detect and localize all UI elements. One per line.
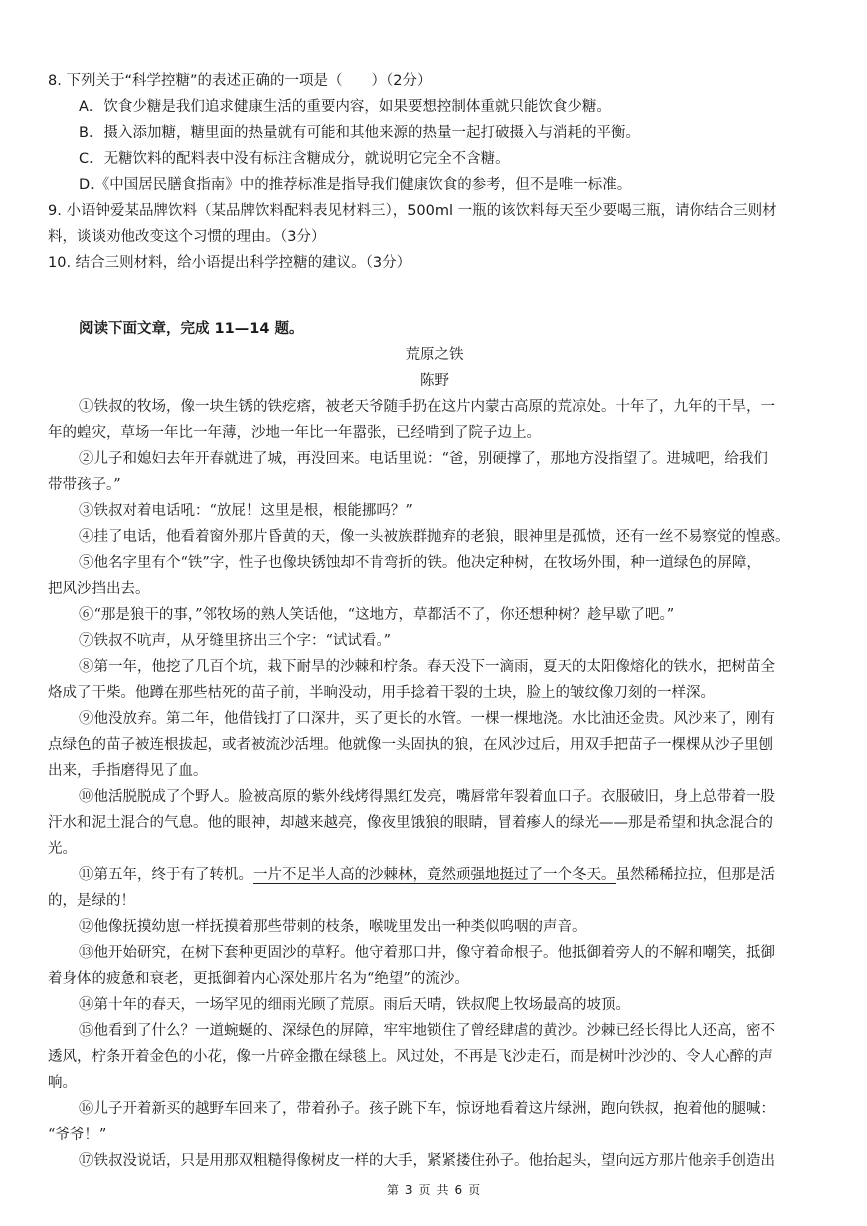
paragraph-10-line-3: 光。	[48, 841, 77, 857]
paragraph-10-line-2: 汗水和泥土混合的气息。他的眼神，却越来越亮，像夜里饿狼的眼睛，冒着瘆人的绿光——那是希望和执念混合的	[48, 815, 773, 831]
question-8-option-a: A．饮食少糖是我们追求健康生活的重要内容，如果要想控制体重就只能饮食少糖。	[79, 99, 611, 115]
paragraph-8-line-2: 烙成了干柴。他蹲在那些枯死的苗子前，半晌没动，用手捻着干裂的土块，脸上的皱纹像刀刻的一样深。	[48, 685, 715, 701]
question-8-option-c: C．无糖饮料的配料表中没有标注含糖成分，就说明它完全不含糖。	[79, 151, 510, 167]
paragraph-17: ⑰铁叔没说话，只是用那双粗糙得像树皮一样的大手，紧紧搂住孙子。他抬起头，望向远方那片他亲手创造出	[79, 1153, 775, 1169]
footer-total-pages: 6	[454, 1183, 463, 1197]
paragraph-14: ⑭第十年的春天，一场罕见的细雨光顾了荒原。雨后天晴，铁叔爬上牧场最高的坡顶。	[79, 997, 630, 1013]
paragraph-8-line-1: ⑧第一年，他挖了几百个坑，栽下耐旱的沙棘和柠条。春天没下一滴雨，夏天的太阳像熔化的铁水，把树苗全	[79, 659, 775, 675]
paragraph-9-line-2: 点绿色的苗子被连根拔起，或者被流沙活埋。他就像一头固执的狼，在风沙过后，用双手把苗子一棵棵从沙子里刨	[48, 737, 773, 753]
paragraph-11-line-2: 的，是绿的！	[48, 893, 135, 909]
paragraph-11-lead: ⑪第五年，终于有了转机。	[79, 867, 253, 883]
paragraph-7: ⑦铁叔不吭声，从牙缝里挤出三个字：“试试看。”	[79, 633, 392, 649]
question-8-option-b: B．摄入添加糖，糖里面的热量就有可能和其他来源的热量一起打破摄入与消耗的平衡。	[79, 125, 640, 141]
paragraph-16-line-1: ⑯儿子开着新买的越野车回来了，带着孙子。孩子跳下车，惊讶地看着这片绿洲，跑向铁叔，抱着他的腿喊：	[79, 1101, 775, 1117]
article-body	[48, 394, 821, 1174]
question-9-line-1: 9. 小语钟爱某品牌饮料（某品牌饮料配料表见材料三），500ml 一瓶的该饮料每天至少要喝三瓶，请你结合三则材	[48, 203, 777, 219]
paragraph-2-line-1: ②儿子和媳妇去年开春就进了城，再没回来。电话里说：“爸，别硬撑了，那地方没指望了。进城吧，给我们	[79, 451, 768, 467]
page-footer	[0, 1181, 867, 1198]
footer-suffix: 页	[468, 1183, 481, 1197]
paragraph-4: ④挂了电话，他看着窗外那片昏黄的天，像一头被族群抛弃的老狼，眼神里是孤愤，还有一丝不易察觉的惶惑。	[79, 529, 790, 545]
question-8-stem: 8. 下列关于“科学控糖”的表述正确的一项是（ ）（2分）	[48, 73, 432, 89]
question-8-option-d: D.《中国居民膳食指南》中的推荐标准是指导我们健康饮食的参考，但不是唯一标准。	[79, 177, 632, 193]
paragraph-2-line-2: 带带孩子。”	[48, 477, 121, 493]
paragraph-15-line-3: 响。	[48, 1075, 77, 1091]
reading-instruction: 阅读下面文章，完成 11—14 题。	[79, 321, 304, 337]
paragraph-3: ③铁叔对着电话吼：“放屁！这里是根，根能挪吗？”	[79, 503, 413, 519]
paragraph-16-line-2: “爷爷！”	[48, 1127, 107, 1143]
paragraph-15-line-2: 透风，柠条开着金色的小花，像一片碎金撒在绿毯上。风过处，不再是飞沙走石，而是树叶沙沙的、令人心醉的声	[48, 1049, 773, 1065]
footer-total-word: 共	[436, 1183, 449, 1197]
underlined-sentence: 一片不足半人高的沙棘林，竟然顽强地挺过了一个冬天。	[253, 867, 616, 883]
paragraph-11-tail: 虽然稀稀拉拉，但那是活	[615, 867, 775, 883]
paragraph-9-line-1: ⑨他没放弃。第二年，他借钱打了口深井，买了更长的水管。一棵一棵地浇。水比油还金贵。风沙来了，刚有	[79, 711, 775, 727]
question-10: 10. 结合三则材料，给小语提出科学控糖的建议。（3分）	[48, 255, 412, 271]
paragraph-13-line-1: ⑬他开始研究，在树下套种更固沙的草籽。他守着那口井，像守着命根子。他抵御着旁人的不解和嘲笑，抵御	[79, 945, 775, 961]
paragraph-6: ⑥“那是狼干的事，”邻牧场的熟人笑话他，“这地方，草都活不了，你还想种树？趁早歇了吧。”	[79, 607, 675, 623]
paragraph-11-line-1	[48, 862, 821, 888]
paragraph-1-line-2: 年的蝗灾，草场一年比一年薄，沙地一年比一年嚣张，已经啃到了院子边上。	[48, 425, 541, 441]
footer-current-page: 3	[404, 1183, 413, 1197]
paragraph-1-line-1: ①铁叔的牧场，像一块生锈的铁疙瘩，被老天爷随手扔在这片内蒙古高原的荒凉处。十年了，九年的干旱，一	[79, 399, 775, 415]
paragraph-13-line-2: 着身体的疲惫和衰老，更抵御着内心深处那片名为“绝望”的流沙。	[48, 971, 469, 987]
article-author: 陈野	[420, 373, 449, 389]
question-9-line-2: 料，谈谈劝他改变这个习惯的理由。（3分）	[48, 229, 326, 245]
paragraph-5-line-2: 把风沙挡出去。	[48, 581, 150, 597]
footer-page-word: 页	[418, 1183, 431, 1197]
paragraph-15-line-1: ⑮他看到了什么？一道蜿蜒的、深绿色的屏障，牢牢地锁住了曾经肆虐的黄沙。沙棘已经长得比人还高，密不	[79, 1023, 775, 1039]
paragraph-5-line-1: ⑤他名字里有个“铁”字，性子也像块锈蚀却不肯弯折的铁。他决定种树，在牧场外围，种一道绿色的屏障，	[79, 555, 761, 571]
article-title: 荒原之铁	[405, 347, 464, 363]
paragraph-12: ⑫他像抚摸幼崽一样抚摸着那些带刺的枝条，喉咙里发出一种类似呜咽的声音。	[79, 919, 587, 935]
paragraph-10-line-1: ⑩他活脱脱成了个野人。脸被高原的紫外线烤得黑红发亮，嘴唇常年裂着血口子。衣服破旧，身上总带着一股	[79, 789, 775, 805]
paragraph-9-line-3: 出来，手指磨得见了血。	[48, 763, 208, 779]
footer-prefix: 第	[386, 1183, 399, 1197]
